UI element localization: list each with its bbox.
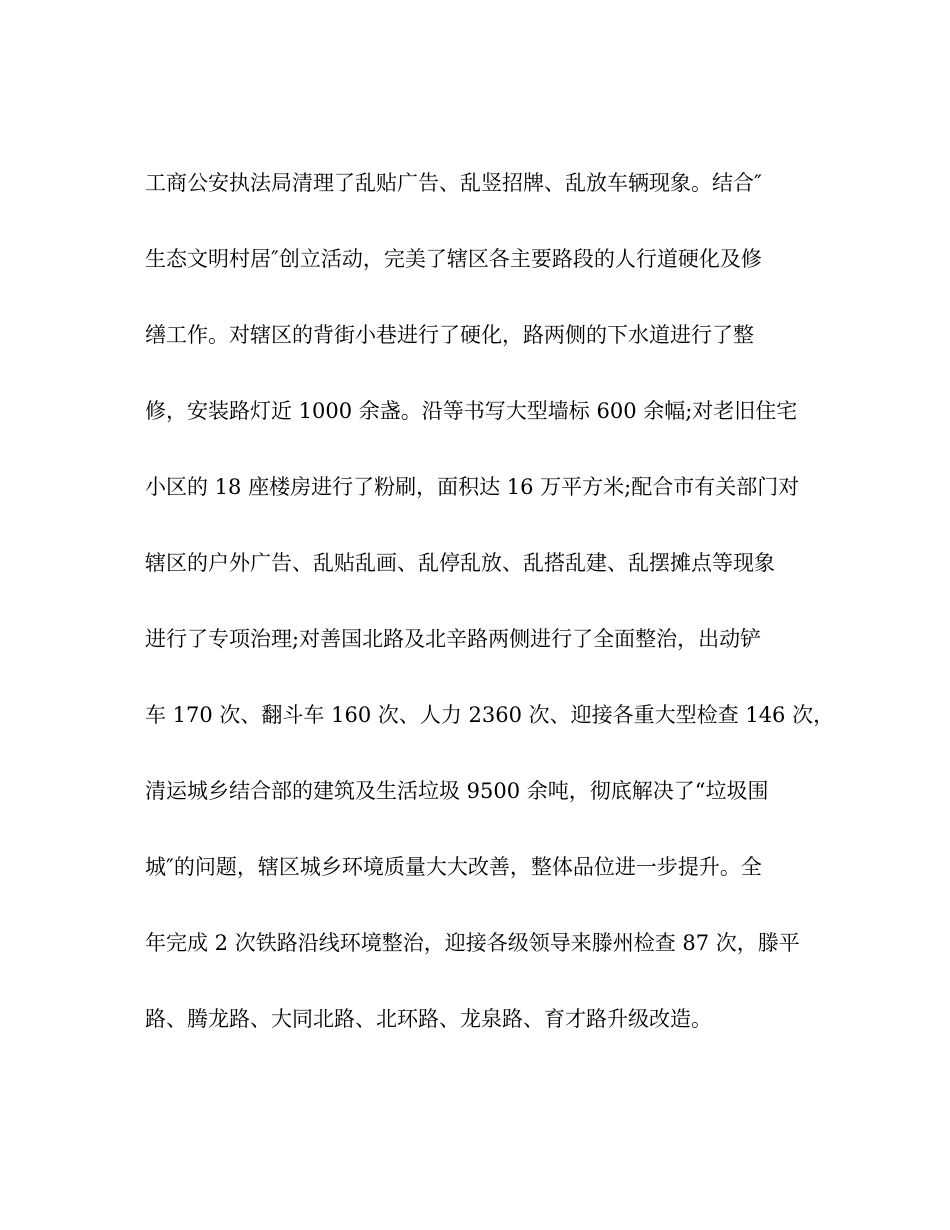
text-line-3: 缮工作。对辖区的背街小巷进行了硬化，路两侧的下水道进行了整	[145, 323, 754, 347]
body-paragraph	[145, 171, 835, 1084]
text-line-7: 进行了专项治理;对善国北路及北辛路两侧进行了全面整治，出动铲	[145, 627, 762, 651]
text-line-10: 城″的问题，辖区城乡环境质量大大改善，整体品位进一步提升。全	[145, 855, 762, 879]
text-line-12: 路、腾龙路、大同北路、北环路、龙泉路、育才路升级改造。	[145, 1007, 712, 1031]
text-line-4: 修，安装路灯近 1000 余盏。沿等书写大型墙标 600 余幅;对老旧住宅	[145, 399, 798, 423]
text-line-8: 车 170 次、翻斗车 160 次、人力 2360 次、迎接各重大型检查 146 次，	[145, 703, 835, 727]
text-line-6: 辖区的户外广告、乱贴乱画、乱停乱放、乱搭乱建、乱摆摊点等现象	[145, 551, 775, 575]
text-line-9: 清运城乡结合部的建筑及生活垃圾 9500 余吨，彻底解决了“垃圾围	[145, 779, 769, 803]
text-line-2: 生态文明村居″创立活动，完美了辖区各主要路段的人行道硬化及修	[145, 247, 762, 271]
text-line-1: 工商公安执法局清理了乱贴广告、乱竖招牌、乱放车辆现象。结合″	[145, 171, 762, 195]
text-line-5: 小区的 18 座楼房进行了粉刷，面积达 16 万平方米;配合市有关部门对	[145, 475, 800, 499]
text-line-11: 年完成 2 次铁路沿线环境整治，迎接各级领导来滕州检查 87 次，滕平	[145, 931, 800, 955]
